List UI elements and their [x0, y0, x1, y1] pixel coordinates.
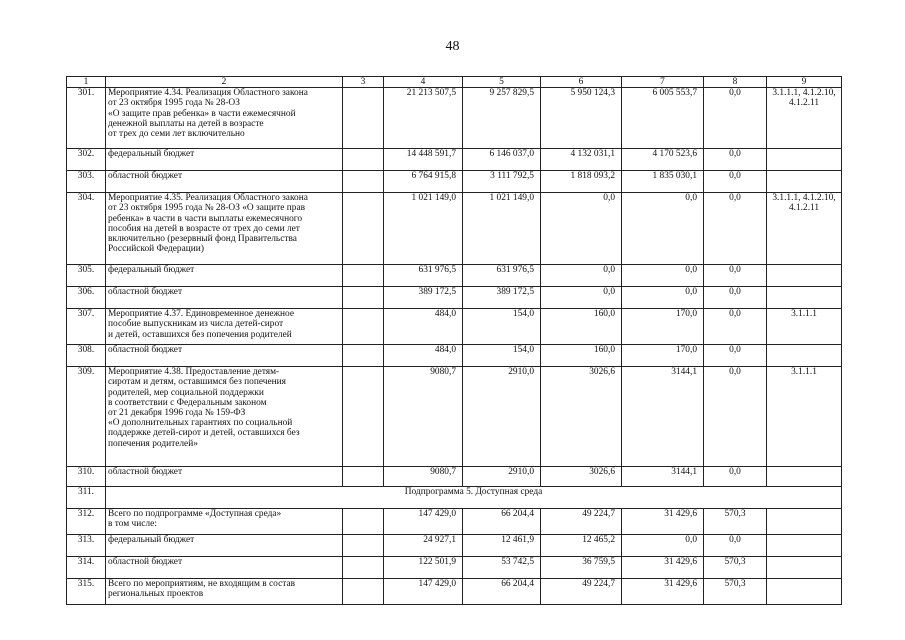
column-4-cell: 9080,7 — [384, 367, 463, 467]
row-name-cell: Мероприятие 4.38. Предоставление детям- сиротам и детям, оставшимся без попечения родителей, мер социальной поддержки в соответствии с Федеральным законом от 21 декабря 1996 года № 159-ФЗ «О дополнительных гарантиях по социальной поддержке детей-сирот и детей, оставшихся без попечения родителей» — [106, 367, 343, 467]
column-5-cell: 12 461,9 — [463, 535, 541, 557]
reference-cell — [767, 579, 842, 605]
column-7-cell: 31 429,6 — [622, 579, 704, 605]
table-row — [67, 193, 842, 265]
reference-cell: 3.1.1.1 — [767, 367, 842, 467]
column-6-cell: 36 759,5 — [541, 557, 622, 579]
column-4-cell: 484,0 — [384, 345, 463, 367]
column-5-cell: 66 204,4 — [463, 579, 541, 605]
column-7-cell: 3144,1 — [622, 467, 704, 487]
column-7-cell: 6 005 553,7 — [622, 88, 704, 149]
row-number-cell: 301. — [67, 88, 106, 149]
column-6-cell: 49 224,7 — [541, 579, 622, 605]
reference-cell — [767, 149, 842, 171]
reference-cell: 3.1.1.1, 4.1.2.10, 4.1.2.11 — [767, 193, 842, 265]
column-8-cell: 570,3 — [704, 509, 767, 535]
column-4-cell: 1 021 149,0 — [384, 193, 463, 265]
column-3-cell — [343, 345, 384, 367]
column-8-cell: 0,0 — [704, 367, 767, 467]
column-4-cell: 484,0 — [384, 309, 463, 345]
column-5-cell: 631 976,5 — [463, 265, 541, 287]
table-row — [67, 287, 842, 309]
table-row — [67, 149, 842, 171]
column-8-cell: 0,0 — [704, 149, 767, 171]
column-3-cell — [343, 535, 384, 557]
column-5-cell: 2910,0 — [463, 467, 541, 487]
column-5-cell: 1 021 149,0 — [463, 193, 541, 265]
row-name-cell: областной бюджет — [106, 287, 343, 309]
column-7-cell: 0,0 — [622, 265, 704, 287]
column-8-cell: 0,0 — [704, 287, 767, 309]
column-number-cell: 7 — [622, 77, 704, 88]
row-name-cell: Мероприятие 4.34. Реализация Областного закона от 23 октября 1995 года № 28-ОЗ «О защите прав ребенка» в части ежемесячной денежной выплаты на детей в возрасте от трех до семи лет включительно — [106, 88, 343, 149]
row-name-cell: Всего по мероприятиям, не входящим в состав региональных проектов — [106, 579, 343, 605]
table-row — [67, 535, 842, 557]
row-name-cell: Мероприятие 4.35. Реализация Областного закона от 23 октября 1995 года № 28-ОЗ «О защите прав ребенка» в части в части выплаты ежемесячного пособия на детей в возрасте от трех до семи лет включительно (резервный фонд Правительства Российской Федерации) — [106, 193, 343, 265]
reference-cell — [767, 287, 842, 309]
column-8-cell: 0,0 — [704, 467, 767, 487]
row-number-cell: 305. — [67, 265, 106, 287]
column-6-cell: 160,0 — [541, 345, 622, 367]
column-5-cell: 3 111 792,5 — [463, 171, 541, 193]
column-3-cell — [343, 367, 384, 467]
column-7-cell: 0,0 — [622, 193, 704, 265]
reference-cell — [767, 535, 842, 557]
page-number: 48 — [445, 39, 460, 54]
column-4-cell: 389 172,5 — [384, 287, 463, 309]
budget-table — [66, 76, 842, 605]
reference-cell — [767, 557, 842, 579]
reference-cell — [767, 171, 842, 193]
table-row — [67, 509, 842, 535]
table-row — [67, 309, 842, 345]
row-number-cell: 306. — [67, 287, 106, 309]
column-8-cell: 0,0 — [704, 535, 767, 557]
column-6-cell: 3026,6 — [541, 367, 622, 467]
column-6-cell: 0,0 — [541, 265, 622, 287]
table-row — [67, 345, 842, 367]
column-7-cell: 1 835 030,1 — [622, 171, 704, 193]
column-6-cell: 0,0 — [541, 193, 622, 265]
column-number-cell: 6 — [541, 77, 622, 88]
column-5-cell: 6 146 037,0 — [463, 149, 541, 171]
column-5-cell: 9 257 829,5 — [463, 88, 541, 149]
column-3-cell — [343, 171, 384, 193]
column-5-cell: 2910,0 — [463, 367, 541, 467]
column-3-cell — [343, 265, 384, 287]
column-8-cell: 0,0 — [704, 171, 767, 193]
column-4-cell: 631 976,5 — [384, 265, 463, 287]
column-6-cell: 0,0 — [541, 287, 622, 309]
row-number-cell: 315. — [67, 579, 106, 605]
column-6-cell: 12 465,2 — [541, 535, 622, 557]
column-number-cell: 5 — [463, 77, 541, 88]
reference-cell — [767, 265, 842, 287]
column-7-cell: 0,0 — [622, 287, 704, 309]
column-6-cell: 4 132 031,1 — [541, 149, 622, 171]
column-number-cell: 9 — [767, 77, 842, 88]
row-number-cell: 310. — [67, 467, 106, 487]
table-row — [67, 487, 842, 509]
column-number-cell: 3 — [343, 77, 384, 88]
row-name-cell: областной бюджет — [106, 467, 343, 487]
row-number-cell: 303. — [67, 171, 106, 193]
column-3-cell — [343, 557, 384, 579]
column-3-cell — [343, 509, 384, 535]
column-number-row — [67, 77, 842, 88]
column-5-cell: 66 204,4 — [463, 509, 541, 535]
column-6-cell: 49 224,7 — [541, 509, 622, 535]
reference-cell: 3.1.1.1, 4.1.2.10, 4.1.2.11 — [767, 88, 842, 149]
column-4-cell: 147 429,0 — [384, 579, 463, 605]
column-4-cell: 147 429,0 — [384, 509, 463, 535]
row-number-cell: 312. — [67, 509, 106, 535]
reference-cell — [767, 509, 842, 535]
row-number-cell: 307. — [67, 309, 106, 345]
column-number-cell: 1 — [67, 77, 106, 88]
column-8-cell: 0,0 — [704, 265, 767, 287]
subprogram-header-cell: Подпрограмма 5. Доступная среда — [106, 487, 842, 509]
table-row — [67, 367, 842, 467]
row-name-cell: федеральный бюджет — [106, 535, 343, 557]
column-8-cell: 570,3 — [704, 579, 767, 605]
row-number-cell: 302. — [67, 149, 106, 171]
column-4-cell: 21 213 507,5 — [384, 88, 463, 149]
column-7-cell: 170,0 — [622, 345, 704, 367]
column-4-cell: 9080,7 — [384, 467, 463, 487]
row-name-cell: областной бюджет — [106, 557, 343, 579]
row-name-cell: областной бюджет — [106, 345, 343, 367]
column-7-cell: 170,0 — [622, 309, 704, 345]
column-7-cell: 31 429,6 — [622, 557, 704, 579]
column-8-cell: 0,0 — [704, 309, 767, 345]
reference-cell — [767, 345, 842, 367]
column-5-cell: 389 172,5 — [463, 287, 541, 309]
column-3-cell — [343, 579, 384, 605]
column-8-cell: 0,0 — [704, 193, 767, 265]
column-number-cell: 8 — [704, 77, 767, 88]
column-4-cell: 6 764 915,8 — [384, 171, 463, 193]
row-number-cell: 308. — [67, 345, 106, 367]
column-3-cell — [343, 309, 384, 345]
column-5-cell: 154,0 — [463, 309, 541, 345]
column-6-cell: 1 818 093,2 — [541, 171, 622, 193]
row-name-cell: федеральный бюджет — [106, 265, 343, 287]
table-row — [67, 171, 842, 193]
column-8-cell: 570,3 — [704, 557, 767, 579]
column-3-cell — [343, 149, 384, 171]
reference-cell: 3.1.1.1 — [767, 309, 842, 345]
table-row — [67, 467, 842, 487]
row-number-cell: 314. — [67, 557, 106, 579]
row-name-cell: Мероприятие 4.37. Единовременное денежное пособие выпускникам из числа детей-сирот и детей, оставшихся без попечения родителей — [106, 309, 343, 345]
column-7-cell: 31 429,6 — [622, 509, 704, 535]
table-row — [67, 557, 842, 579]
column-number-cell: 4 — [384, 77, 463, 88]
column-4-cell: 14 448 591,7 — [384, 149, 463, 171]
row-number-cell: 313. — [67, 535, 106, 557]
column-7-cell: 4 170 523,6 — [622, 149, 704, 171]
column-6-cell: 3026,6 — [541, 467, 622, 487]
column-6-cell: 5 950 124,3 — [541, 88, 622, 149]
column-7-cell: 0,0 — [622, 535, 704, 557]
column-4-cell: 24 927,1 — [384, 535, 463, 557]
table-row — [67, 265, 842, 287]
row-number-cell: 304. — [67, 193, 106, 265]
column-5-cell: 53 742,5 — [463, 557, 541, 579]
column-number-cell: 2 — [106, 77, 343, 88]
column-7-cell: 3144,1 — [622, 367, 704, 467]
row-name-cell: Всего по подпрограмме «Доступная среда» в том числе: — [106, 509, 343, 535]
row-number-cell: 311. — [67, 487, 106, 509]
column-3-cell — [343, 467, 384, 487]
column-4-cell: 122 501,9 — [384, 557, 463, 579]
column-3-cell — [343, 88, 384, 149]
reference-cell — [767, 467, 842, 487]
column-8-cell: 0,0 — [704, 88, 767, 149]
column-3-cell — [343, 193, 384, 265]
column-3-cell — [343, 287, 384, 309]
column-8-cell: 0,0 — [704, 345, 767, 367]
row-number-cell: 309. — [67, 367, 106, 467]
row-name-cell: федеральный бюджет — [106, 149, 343, 171]
table-row — [67, 579, 842, 605]
table-row — [67, 88, 842, 149]
row-name-cell: областной бюджет — [106, 171, 343, 193]
column-5-cell: 154,0 — [463, 345, 541, 367]
column-6-cell: 160,0 — [541, 309, 622, 345]
